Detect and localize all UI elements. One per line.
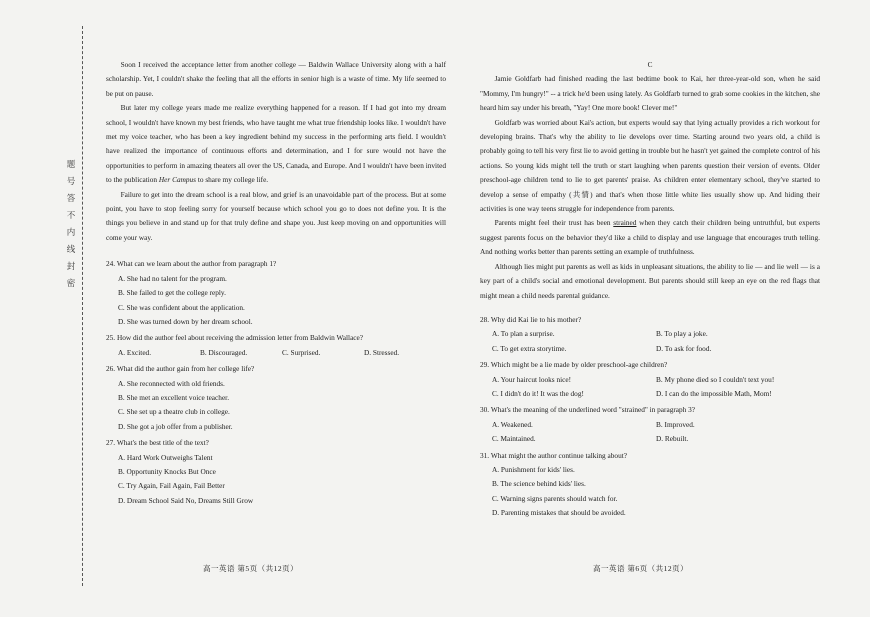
answer-option[interactable]: A. Excited. — [118, 347, 152, 357]
answer-option[interactable]: B. The science behind kids' lies. — [492, 479, 586, 489]
answer-option[interactable]: B. She failed to get the college reply. — [118, 288, 226, 298]
answer-option[interactable]: D. Parenting mistakes that should be avoided. — [492, 508, 626, 518]
binding-char: 线 — [66, 244, 76, 254]
binding-char: 密 — [66, 278, 76, 288]
question-stem: 26. What did the author gain from her college life? — [106, 364, 255, 374]
answer-option[interactable]: D. Stressed. — [364, 347, 400, 357]
question — [480, 403, 820, 446]
question — [106, 436, 446, 508]
answer-option[interactable]: A. Your haircut looks nice! — [492, 374, 572, 384]
question — [480, 313, 820, 356]
answer-option[interactable]: C. She set up a theatre club in college. — [118, 407, 230, 417]
binding-char: 题 — [66, 159, 76, 169]
answer-option[interactable]: B. My phone died so I couldn't text you! — [656, 374, 775, 384]
answer-option[interactable]: B. Improved. — [656, 419, 695, 429]
underlined-word: strained — [613, 218, 637, 228]
left-questions — [106, 257, 446, 508]
passage-c-paragraph-4: Although lies might put parents as well as kids in unpleasant situations, the ability to lie — and lie well — is a key part of a child's social and emotional development. But parents should still keep an eye on the red flags that might mean a child needs parental guidance. — [480, 261, 820, 300]
answer-option[interactable]: B. Discouraged. — [200, 347, 248, 357]
binding-dashed-line — [82, 26, 83, 586]
question — [106, 331, 446, 360]
answer-option[interactable]: A. Weakened. — [492, 419, 533, 429]
answer-option[interactable]: C. She was confident about the application. — [118, 302, 245, 312]
question-stem: 30. What's the meaning of the underlined word "strained" in paragraph 3? — [480, 405, 696, 415]
p3-after: when they catch their children being untruthful, but experts suggest parents focus on the behavior they'd like a child to display and use language that encourages truth telling. And nothing works better than parents setting an example of truthfulness. — [480, 218, 821, 257]
question — [106, 362, 446, 434]
answer-option[interactable]: A. Punishment for kids' lies. — [492, 464, 575, 474]
paragraph-2-text: But later my college years made me realize everything happened for a reason. If I had got into my dream school, I wouldn't have known my best friends, who have taught me what true friendship looks like. I wouldn't have met my voice teacher, who has been a key ingredient behind my success in the performing arts field. I wouldn't have realized the importance of continuous efforts and determination, and I for sure would not have the opportunities to perform in amazing theaters all over the US, Canada, and Europe. And I wouldn't have been invited to the publication — [106, 103, 446, 185]
answer-options — [106, 272, 446, 330]
section-label: C — [647, 60, 653, 69]
answer-option[interactable]: D. She got a job offer from a publisher. — [118, 421, 233, 431]
question-stem: 27. What's the best title of the text? — [106, 438, 209, 448]
answer-option[interactable]: A. Hard Work Outweighs Talent — [118, 452, 213, 462]
passage-c-paragraph-3 — [480, 216, 820, 259]
question-stem: 25. How did the author feel about receiving the admission letter from Baldwin Wallace? — [106, 333, 364, 343]
passage-paragraph-3: Failure to get into the dream school is a real blow, and grief is an unavoidable part of the process. But at some point, you have to stop feeling sorry for yourself because which school you go to does not define you. It is the things you believe in and stand up for that truly define and shape you. Just keep moving on and opportunities will come your way. — [106, 189, 446, 242]
question — [480, 449, 820, 521]
answer-option[interactable]: D. Rebuilt. — [656, 434, 689, 444]
binding-char: 不 — [66, 210, 76, 220]
answer-options — [480, 373, 820, 402]
answer-option[interactable]: A. She had no talent for the program. — [118, 273, 227, 283]
binding-char: 号 — [66, 176, 76, 186]
left-page-column — [106, 58, 446, 508]
right-questions — [480, 313, 820, 521]
answer-option[interactable]: C. Warning signs parents should watch for. — [492, 493, 618, 503]
question-stem: 31. What might the author continue talking about? — [480, 450, 627, 460]
question-stem: 29. Which might be a lie made by older preschool-age children? — [480, 360, 668, 370]
answer-option[interactable]: D. I can do the impossible Math, Mom! — [656, 388, 772, 398]
right-page-footer: 高一英语 第6页（共12页） — [593, 564, 689, 573]
answer-options — [480, 418, 820, 447]
left-page-footer: 高一英语 第5页（共12页） — [203, 564, 299, 573]
answer-option[interactable]: C. Try Again, Fail Again, Fail Better — [118, 481, 225, 491]
answer-option[interactable]: C. Surprised. — [282, 347, 321, 357]
question — [480, 358, 820, 401]
answer-options — [106, 377, 446, 435]
paragraph-2-tail: to share my college life. — [196, 175, 269, 185]
answer-options — [106, 451, 446, 509]
question-stem: 24. What can we learn about the author from paragraph 1? — [106, 259, 277, 269]
answer-option[interactable]: C. I didn't do it! It was the dog! — [492, 388, 584, 398]
answer-options — [106, 346, 446, 360]
binding-char: 内 — [66, 227, 76, 237]
answer-option[interactable]: D. She was turned down by her dream school. — [118, 316, 253, 326]
binding-char: 答 — [66, 193, 76, 203]
answer-option[interactable]: C. Maintained. — [492, 434, 536, 444]
question-stem: 28. Why did Kai lie to his mother? — [480, 314, 582, 324]
passage-c-paragraph-1: Jamie Goldfarb had finished reading the last bedtime book to Kai, her three-year-old son, when he said "Mommy, I'm hungry!" -- a trick he'd been using lately. As Goldfarb turned to grab some cookies in the kitchen, she heard him say under his breath, "Yay! One more book! Clever me!" — [480, 74, 820, 113]
answer-option[interactable]: C. To get extra storytime. — [492, 343, 567, 353]
question — [106, 257, 446, 329]
answer-option[interactable]: A. She reconnected with old friends. — [118, 378, 225, 388]
answer-option[interactable]: B. To play a joke. — [656, 329, 708, 339]
answer-option[interactable]: B. Opportunity Knocks But Once — [118, 466, 216, 476]
answer-option[interactable]: B. She met an excellent voice teacher. — [118, 392, 230, 402]
answer-option[interactable]: A. To plan a surprise. — [492, 329, 555, 339]
binding-char: 封 — [66, 261, 76, 271]
binding-margin-notice — [64, 160, 78, 296]
answer-options — [480, 463, 820, 521]
publication-name: Her Campus — [158, 175, 196, 185]
passage-c-paragraph-2: Goldfarb was worried about Kai's action, but experts would say that lying actually provides a rich workout for developing brains. That's why the ability to lie develops over time. Starting around two years old, a child is probably going to tell his very first lie to avoid getting in trouble but he hasn't yet gained the complete control of his actions. So young kids might tell the truth or start laughing when parents question their version of events. Older preschool-age children tend to lie to get parents' praise. As children enter elementary school, they've started to develop a sense of empathy (共情) and that's when those little white lies usually show up. And hiding their activities is one way teens struggle for independence from parents. — [480, 117, 820, 214]
answer-option[interactable]: D. Dream School Said No, Dreams Still Grow — [118, 495, 254, 505]
answer-options — [480, 327, 820, 356]
passage-paragraph-2 — [106, 101, 446, 187]
answer-option[interactable]: D. To ask for food. — [656, 343, 712, 353]
p3-before: Parents might feel their trust has been — [494, 218, 614, 228]
right-page-column — [480, 58, 820, 521]
passage-paragraph-1: Soon I received the acceptance letter from another college — Baldwin Wallace University along with a half scholarship. Yet, I couldn't shake the feeling that all the efforts in senior high is a waste of time. My life seemed to be put on pause. — [106, 60, 446, 98]
